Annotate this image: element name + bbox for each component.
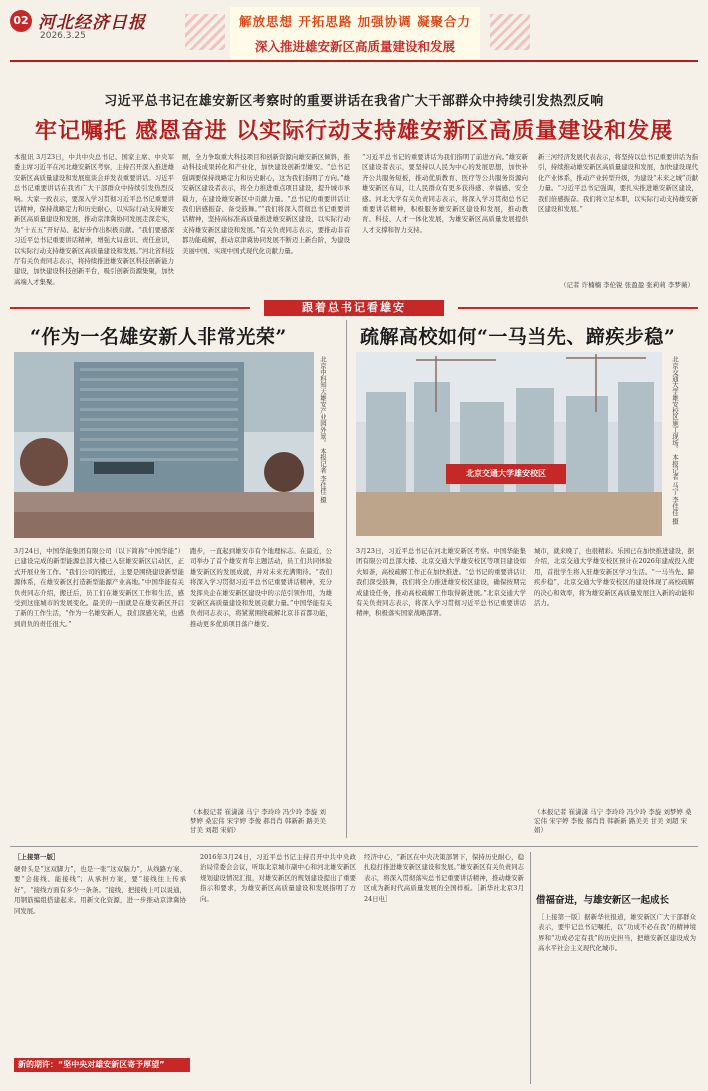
right-story-column-2: 城市，就来晚了，也很精彩。乐园已在加快推进建设，据介绍，北京交通大学雄安校区预计在2026年建成投入使用，首批学生将入驻雄安新区学习生活。“一马当先、蹄疾步稳”，北京交通大学雄安校区的建设体现了高校疏解的决心和效率，将为雄安新区高质量发展注入新的动能和活力。 bbox=[534, 547, 694, 608]
bottom-column-3: 经济中心，“新区在中央决策部署下，保持历史耐心，稳扎稳打推进雄安新区建设和发展。”雄安新区有关负责同志表示，将深入贯彻落实总书记重要讲话精神，推动雄安新区成为新时代高质量发展的全国样板。［新华社北京3月24日电］ bbox=[364, 853, 524, 903]
band-rule-left bbox=[10, 307, 250, 309]
left-story-column-1: 3月24日，中国华能集团有限公司（以下简称“中国华能”）已建设完成的新型能源总部大楼已入驻雄安新区启动区，正式开展业务工作。“我们公司的搬迁，主要是围绕建设新型能源体系，在雄安新区打造新型能源产业高地。”中国华能有关负责同志介绍，搬迁后，员工们在雄安新区工作和生活，感受到这座城市的发展变化。最美的一面就是在雄安新区开启了新的工作生活，“作为一名雄安新人，我们深感光荣，也感到肩负的责任很大。” bbox=[14, 547, 184, 628]
section-band bbox=[10, 300, 698, 316]
band-rule-right bbox=[458, 307, 698, 309]
slogan-line-2: 深入推进雄安新区高质量建设和发展 bbox=[254, 39, 455, 54]
slogan-box bbox=[230, 7, 480, 59]
band-label: 跟着总书记看雄安 bbox=[264, 300, 444, 316]
bottom-tag: ［上接第一版］ bbox=[14, 853, 60, 861]
slogan-line-1: 解放思想 开拓思路 加强协调 凝聚合力 bbox=[238, 14, 472, 29]
right-story-byline: （本报记者 崔潇潇 马宁 李玲玲 冯少玲 李旋 刘梦婷 桑宏伟 宋宇婷 李俊 郝肖肖 韩新新 路美美 甘美 刘超 宋娟） bbox=[534, 808, 692, 834]
bottom-column-2: 2016年3月24日，习近平总书记主持召开中共中央政治局常委会会议，听取北京城市副中心和河北雄安新区规划建设情况汇报，对雄安新区的规划建设提出了重要指示和要求，为雄安新区高质量建设和发展指明了方向。 bbox=[200, 853, 356, 903]
masthead bbox=[10, 4, 698, 62]
left-story-column-2: 跑步，一直起到雄安市有个地理标志。在最近，公司举办了首个雄安青年主题活动，员工们共同体验雄安新区的发展成就，并对未来充满期待。“我们将深入学习贯彻习近平总书记重要讲话精神，充分发挥央企在雄安新区建设中的示范引领作用，为雄安新区高质量建设和发展贡献力量。”中国华能有关负责同志表示，将紧紧围绕疏解北京非首都功能，推动更多优质项目落户雄安。 bbox=[190, 547, 332, 628]
campus-sign: 北京交通大学雄安校区 bbox=[466, 469, 546, 478]
lead-kicker: 习近平总书记在雄安新区考察时的重要讲话在我省广大干部群众中持续引发热烈反响 bbox=[104, 94, 604, 109]
side-story-text: ［上接第一版］据新华社报道，雄安新区广大干部群众表示，要牢记总书记嘱托，以“功成不必在我”的精神境界和“功成必定有我”的历史担当，把雄安新区建设成为高水平社会主义现代化城市。 bbox=[538, 913, 696, 953]
bottom-column-1: 硬骨头是“这双脚力”，也是一张“这双脑力”，从线路方案、要“会接线、能接线”；从承担方案，要“接线往上传承好”，“接线方面有多少一条条。“接线，把接线上可以说通，用钢筋编组搭建起来。用新文化资源，进一步推动京津冀协同发展。 bbox=[14, 865, 186, 915]
paper-name: 河北经济日报 bbox=[38, 13, 146, 33]
right-story-column-1: 3月23日，习近平总书记在河北雄安新区考察。中国华能集团有限公司总部大楼、北京交通大学雄安校区等项目建设如火如荼，高校疏解工作正在加快推进。“总书记的重要讲话让我们深受鼓舞，我们将全力推进雄安校区建设，确保按期完成建设任务，推动高校疏解工作取得新进展。”北京交通大学有关负责同志表示，将深入学习贯彻习近平总书记重要讲话精神，积极落实国家战略部署。 bbox=[356, 547, 526, 618]
left-story-byline: （本报记者 崔潇潇 马宁 李玲玲 冯少玲 李旋 刘梦婷 桑宏伟 宋宇婷 李俊 郝肖肖 韩新新 路美美 甘美 刘超 宋娟） bbox=[190, 808, 326, 834]
right-story-photo bbox=[356, 352, 662, 536]
column-divider bbox=[346, 320, 347, 838]
decorative-stripe bbox=[185, 14, 225, 50]
page-number: 02 bbox=[10, 10, 32, 32]
decorative-stripe bbox=[490, 14, 530, 50]
right-story-headline: 疏解高校如何“一马当先、蹄疾步稳” bbox=[360, 326, 676, 348]
left-photo-caption: 北京中科知天雄安产业园外景。 本报记者 李佳佳 摄 bbox=[319, 356, 327, 503]
lead-column-3: “习近平总书记的重要讲话为我们指明了前进方向。”雄安新区建设者表示，要坚持以人民为中心的发展思想，加快补齐公共服务短板，推动优质教育、医疗等公共服务资源向雄安新区布局，让人民群众有更多获得感、幸福感、安全感。河北大学有关负责同志表示，将深入学习贯彻总书记重要讲话精神，积极服务雄安新区建设和发展，推动教育、科技、人才一体化发展，为雄安新区高质量发展提供人才支撑和智力支持。 bbox=[362, 153, 528, 234]
column-divider bbox=[530, 852, 531, 1084]
lead-headline: 牢记嘱托 感恩奋进 以实际行动支持雄安新区高质量建设和发展 bbox=[34, 119, 674, 144]
lead-column-2: 厕，全力争取重大科技项目和创新资源向雄安新区倾斜，推动科技成果转化和产业化，加快建设创新型雄安。“总书记强调要保持战略定力和历史耐心，这为我们指明了方向。”雄安新区建设者表示，将全力推进重点项目建设，提升城市承载力，在建设雄安新区中贡献力量。“总书记的重要讲话让我们倍感振奋、备受鼓舞。”“我们将深入贯彻总书记重要讲话精神，坚持高标准高质量推进雄安新区建设，以实际行动支持雄安新区建设和发展。”有关负责同志表示，要推动非首都功能疏解，推动京津冀协同发展不断迈上新台阶，为建设美丽中国、实现中国式现代化贡献力量。 bbox=[182, 153, 350, 255]
side-story-headline: 借福奋进，与雄安新区一起成长 bbox=[536, 895, 670, 906]
lead-byline: （记者 许楠楠 李伦锐 张盈盈 张莉莉 李梦薇） bbox=[560, 281, 694, 289]
bottom-new-tag: 新的期许：“坚中央对雄安新区寄予厚望” bbox=[14, 1058, 190, 1072]
left-story-headline: “作为一名雄安新人非常光荣” bbox=[30, 326, 287, 348]
paper-date: 2026.3.25 bbox=[40, 31, 86, 41]
right-photo-caption: 北京交通大学雄安校区施工现场。 本报记者 马宁 李佳佳 摄 bbox=[671, 356, 679, 525]
left-story-photo bbox=[14, 352, 314, 538]
lead-column-1: 本报讯 3月23日，中共中央总书记、国家主席、中央军委主席习近平在河北雄安新区考察，主持召开深入推进雄安新区高质量建设和发展座谈会并发表重要讲话。习近平总书记重要讲话在我省广大干部群众中持续引发热烈反响。大家一致表示，要深入学习贯彻习近平总书记重要讲话精神，保持战略定力和历史耐心，以实际行动支持雄安新区高质量建设和发展，推动京津冀协同发展走深走实，为“十五五”开好局、起好步作出积极贡献。“我们要感深习近平总书记重要讲话精神，增强大局意识、责任意识，以实际行动支持雄安新区高质量建设和发展。”河北省科技厅有关负责同志表示，将持续推进雄安新区科技创新能力建设，加快建设科技创新平台，吸引创新资源集聚，加快高端人才集聚。 bbox=[14, 153, 174, 286]
bottom-rule bbox=[10, 846, 698, 847]
lead-column-4: 新三河经济发展代表表示，将坚持以总书记重要讲话为指引，持续推动雄安新区高质量建设和发展，加快建设现代化产业体系，推动产业转型升级，为建设“未来之城”贡献力量。“习近平总书记强调，要扎实推进雄安新区建设，我们倍感振奋。我们将立足本职，以实际行动支持雄安新区建设和发展。” bbox=[538, 153, 698, 214]
